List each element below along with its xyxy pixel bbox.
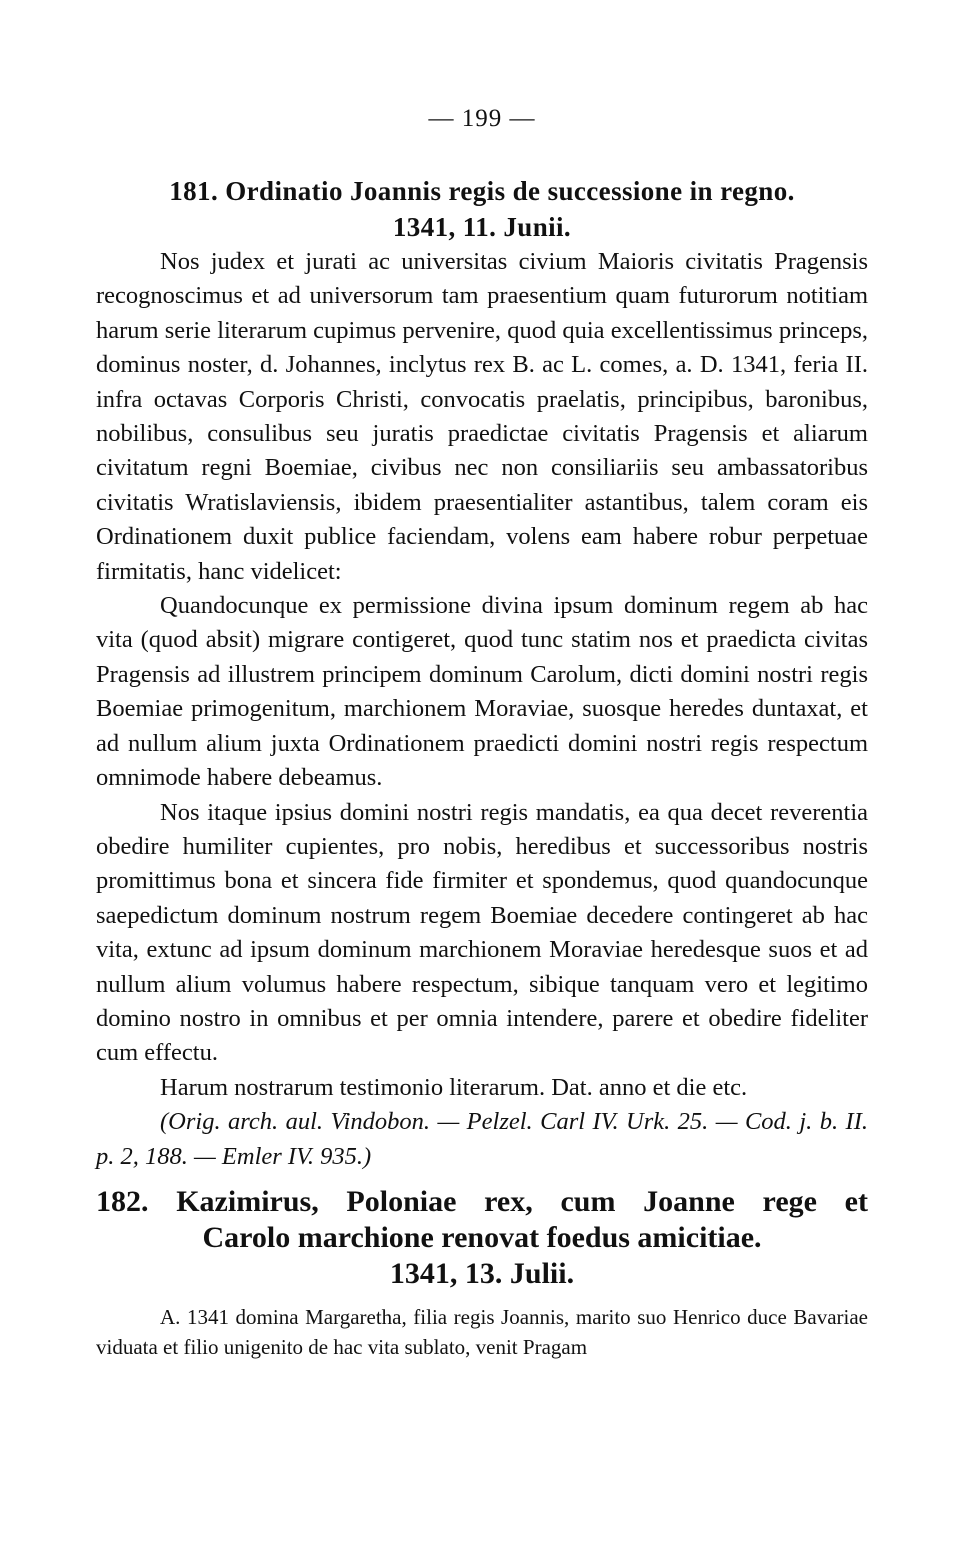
document-182	[96, 1184, 868, 1362]
document-182-title-line: 182. Kazimirus, Poloniae rex, cum Joanne rege et	[96, 1184, 868, 1218]
document-181-paragraph: Harum nostrarum testimonio literarum. Dat. anno et die etc.	[160, 1073, 748, 1101]
document-181-heading	[96, 173, 868, 245]
page-number: — 199 —	[428, 105, 536, 132]
document-181-title: 181. Ordinatio Joannis regis de successione in regno.	[169, 176, 795, 206]
document-182-title-line: Carolo marchione renovat foedus amicitiae.	[202, 1220, 762, 1254]
document-181-paragraph: Quandocunque ex permissione divina ipsum dominum regem ab hac vita (quod absit) migrare contigeret, quod tunc statim nos et praedicta civitas Pragensis ad illustrem principem dominum Carolum, dicti domini nostri regis Boemiae primogenitum, marchionem Moraviae, suosque heredes duntaxat, et ad nullum alium juxta Ordinationem praedicti domini nostri regis respectum omnimode habere debeamus.	[96, 592, 868, 792]
document-182-heading	[96, 1184, 868, 1292]
document-182-text: A. 1341 domina Margaretha, filia regis Joannis, marito suo Henrico duce Bavariae viduata et filio unigenito de hac vita sublato, venit Pragam	[96, 1304, 868, 1359]
document-181-paragraph: Nos itaque ipsius domini nostri regis mandatis, ea qua decet reverentia obedire humiliter cupientes, pro nobis, heredibus et successoribus nostris promittimus bona et sincera fide firmiter et spondemus, quod quandocunque saepedictum dominum nostrum regem Boemiae decedere contingeret ab hac vita, extunc ad ipsum dominum marchionem Moraviae heredesque suos et ad nullum alium volumus habere respectum, sibique tanquam vero et legitimo domino nostro in omnibus et per omnia intendere, parere et obedire fideliter cum effectu.	[96, 798, 868, 1067]
document-181-paragraph: Nos judex et jurati ac universitas civium Maioris civitatis Pragensis recognoscimus et ad universorum tam praesentium quam futurorum notitiam harum serie literarum cupimus pervenire, quod quia excellentissimus princeps, dominus noster, d. Johannes, inclytus rex B. ac L. comes, a. D. 1341, feria II. infra octavas Corporis Christi, convocatis praelatis, principibus, baronibus, nobilibus, consulibus seu juratis praedictae civitatis Pragensis et aliarum civitatum regni Boemiae, civibus nec non consiliariis seu ambassatoribus civitatis Wratislaviensis, ibidem praesentialiter astantibus, talem coram eis Ordinationem duxit publice faciendam, volens eam habere robur perpetuae firmitatis, hanc videlicet:	[96, 248, 868, 585]
document-182-date: 1341, 13. Julii.	[389, 1256, 575, 1290]
document-181-date: 1341, 11. Junii.	[392, 212, 572, 242]
document-181-source-citation: (Orig. arch. aul. Vindobon. — Pelzel. Carl IV. Urk. 25. — Cod. j. b. II. p. 2, 188. — Emler IV. 935.)	[96, 1108, 868, 1170]
document-page	[96, 105, 868, 1362]
document-181	[96, 173, 868, 1174]
